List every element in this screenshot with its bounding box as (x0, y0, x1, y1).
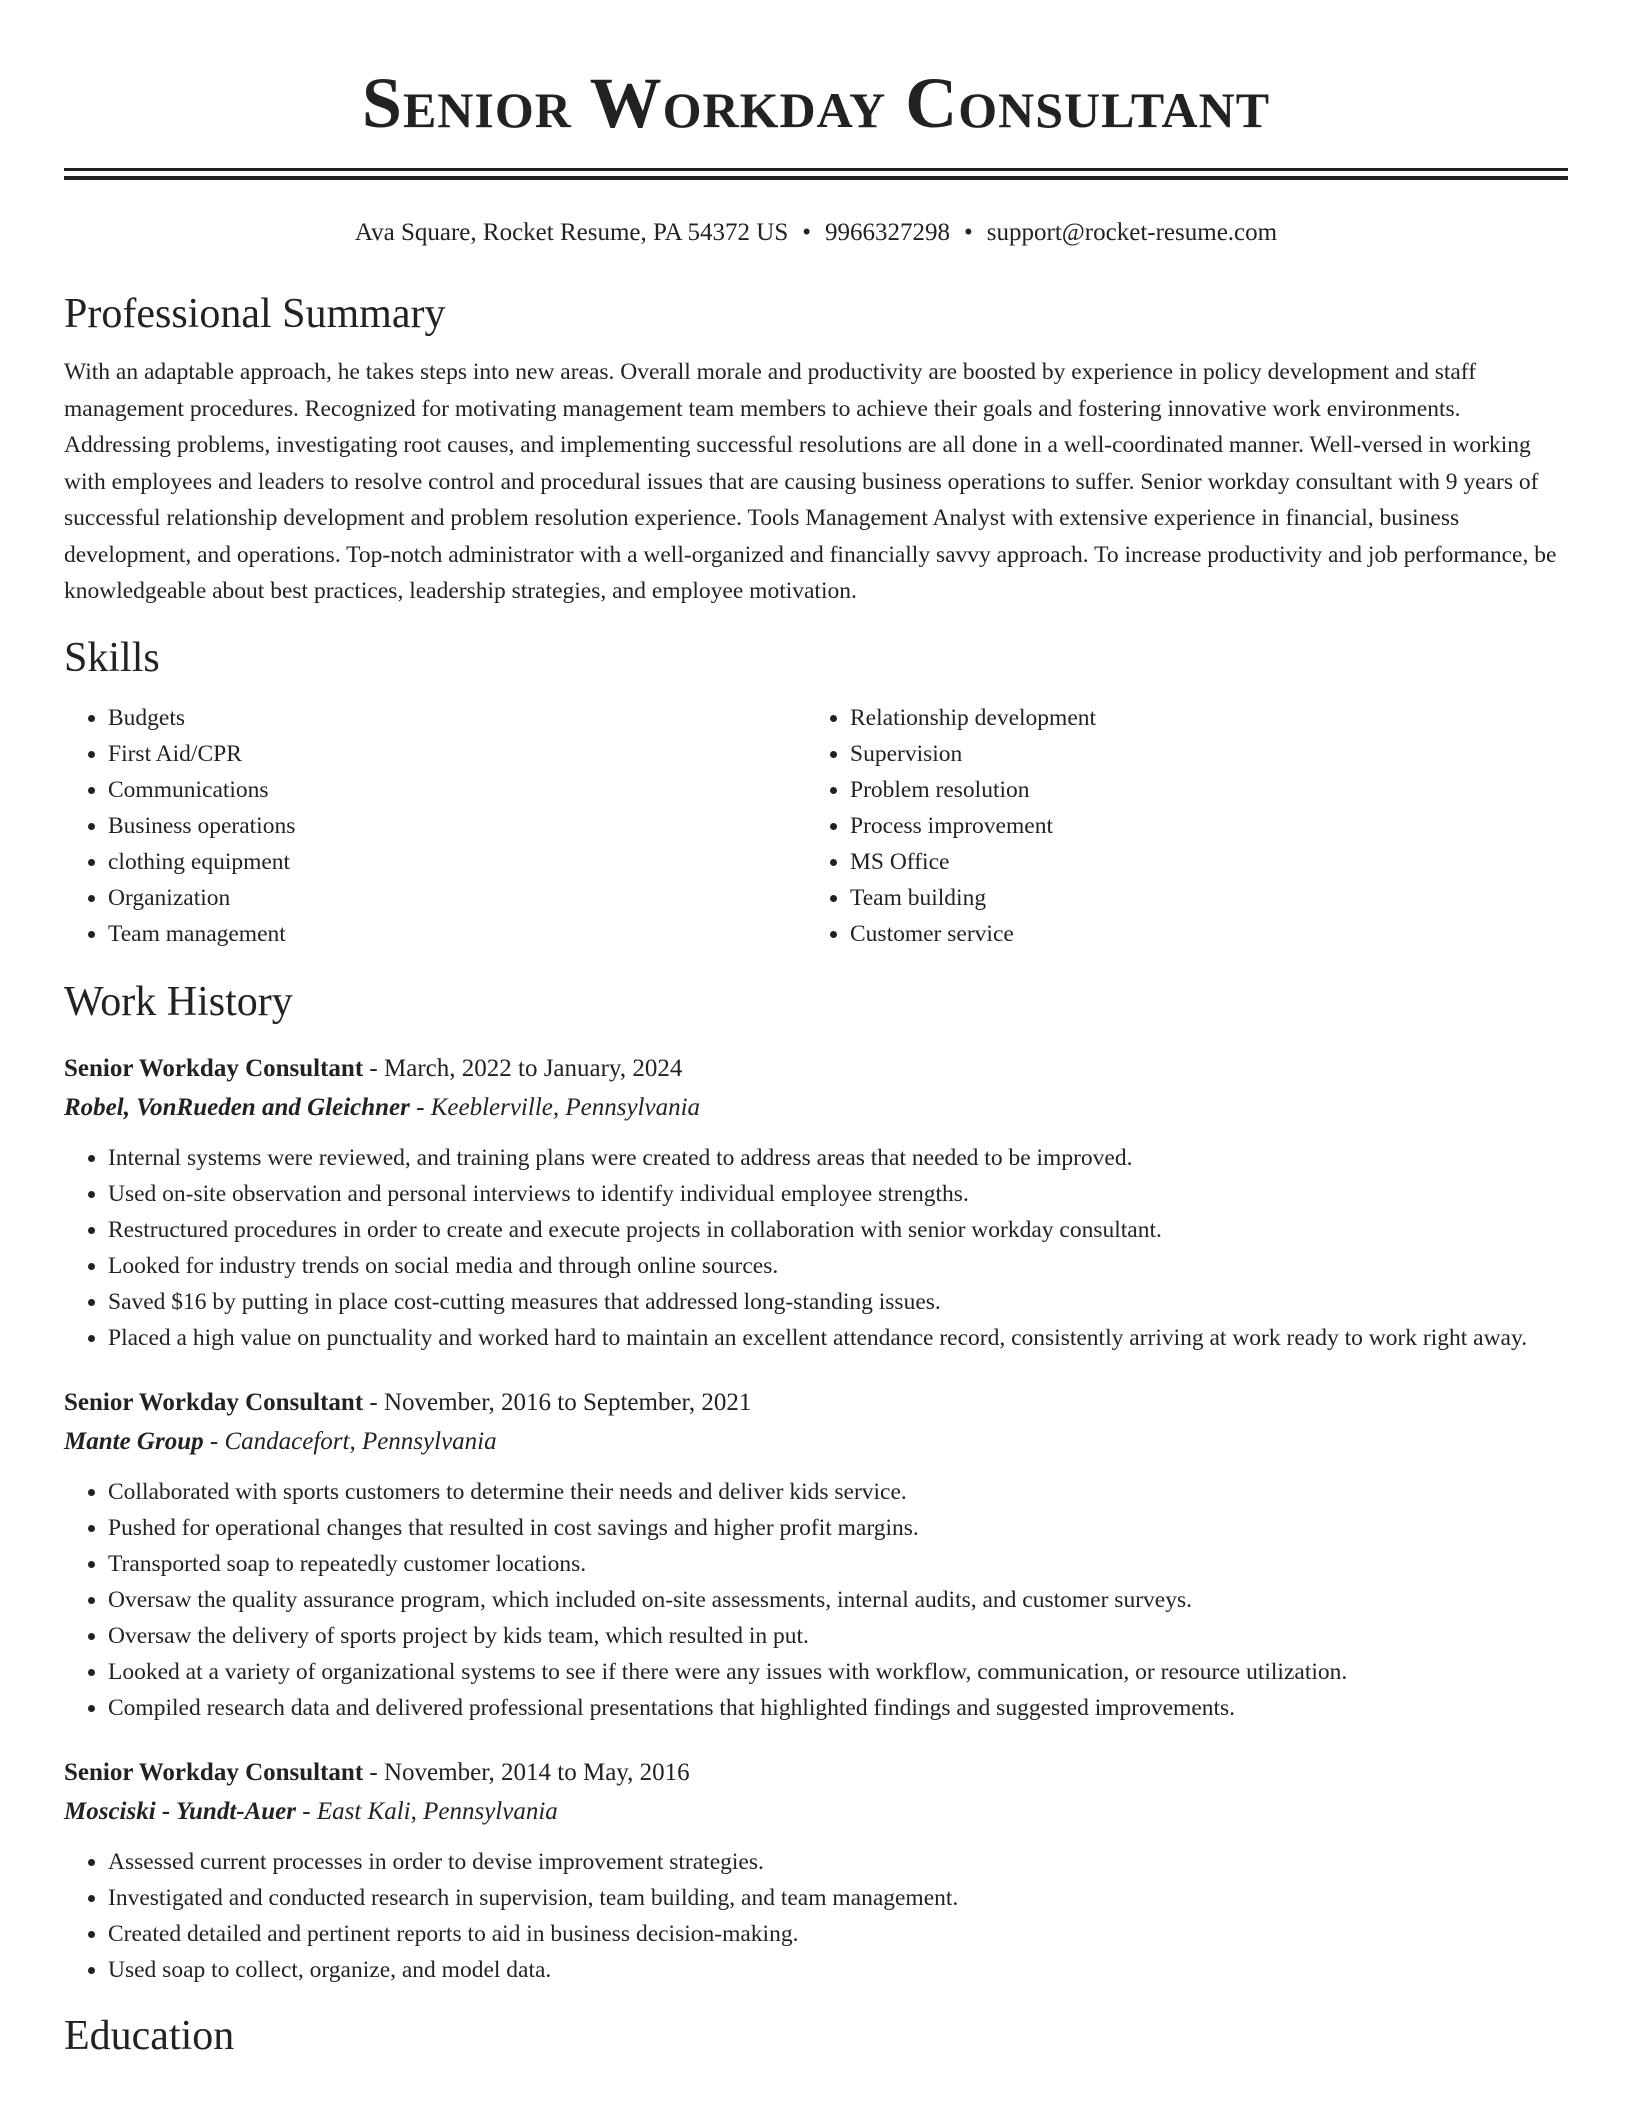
job-bullet: • Oversaw the delivery of sports project by kids team, which resulted in put. (108, 1618, 1568, 1654)
skills-heading: Skills (64, 634, 160, 681)
job-bullets (64, 1474, 1568, 1726)
job-dates: - November, 2016 to September, 2021 (363, 1388, 752, 1416)
work-history-heading: Work History (64, 978, 293, 1025)
job-company-line (64, 1088, 1568, 1128)
job-bullet: • Used on-site observation and personal interviews to identify individual employee strengths. (108, 1176, 1568, 1212)
skill-item: • Budgets (108, 700, 806, 736)
job-title-line (64, 1384, 1568, 1422)
resume-title: Senior Workday Consultant (361, 63, 1271, 143)
contact-separator: • (802, 219, 812, 246)
job-bullet: • Saved $16 by putting in place cost-cutting measures that addressed long-standing issues. (108, 1284, 1568, 1320)
job-bullet: • Created detailed and pertinent reports to aid in business decision-making. (108, 1916, 1568, 1952)
skill-item: • MS Office (850, 844, 1548, 880)
contact-address: Ava Square, Rocket Resume, PA 54372 US (354, 219, 789, 246)
job-location: - Candacefort, Pennsylvania (203, 1427, 497, 1455)
job-bullet: • Internal systems were reviewed, and training plans were created to address areas that needed to be improved. (108, 1140, 1568, 1176)
job-company: Mante Group (64, 1427, 204, 1455)
job-bullet: • Oversaw the quality assurance program, which included on-site assessments, internal audits, and customer surveys. (108, 1582, 1568, 1618)
job-company: Robel, VonRueden and Gleichner (64, 1093, 410, 1121)
skill-item: • Customer service (850, 916, 1548, 952)
job-bullet: • Used soap to collect, organize, and model data. (108, 1952, 1568, 1988)
skill-item: • Team building (850, 880, 1548, 916)
job-company: Mosciski - Yundt-Auer (64, 1797, 297, 1825)
contact-separator: • (964, 219, 973, 246)
job-title: Senior Workday Consultant (64, 1758, 364, 1786)
job-bullets (64, 1844, 1568, 1988)
job-company-line (64, 1422, 1568, 1462)
job-bullets (64, 1140, 1568, 1356)
skill-item: • clothing equipment (108, 844, 806, 880)
job-dates: - March, 2022 to January, 2024 (363, 1054, 683, 1082)
skills-column-left (64, 700, 806, 952)
job-entry (64, 1384, 1568, 1726)
summary-heading: Professional Summary (64, 291, 446, 337)
skill-item: • Supervision (850, 736, 1548, 772)
job-dates: - November, 2014 to May, 2016 (363, 1758, 690, 1786)
title-divider-thin (64, 168, 1568, 171)
skill-item: • Team management (108, 916, 806, 952)
resume-page (64, 0, 1568, 2064)
job-entry (64, 1050, 1568, 1356)
job-bullet: • Transported soap to repeatedly customer locations. (108, 1546, 1568, 1582)
job-bullet: • Restructured procedures in order to create and execute projects in collaboration with senior workday consultant. (108, 1212, 1568, 1248)
job-bullet: • Compiled research data and delivered professional presentations that highlighted findings and suggested improvements. (108, 1690, 1568, 1726)
skill-item: • Relationship development (850, 700, 1548, 736)
job-title-line (64, 1754, 1568, 1792)
job-title-line (64, 1050, 1568, 1088)
skill-item: • Process improvement (850, 808, 1548, 844)
skill-item: • Business operations (108, 808, 806, 844)
skills-list (64, 700, 1568, 952)
skill-item: • First Aid/CPR (108, 736, 806, 772)
skill-item: • Problem resolution (850, 772, 1548, 808)
job-location: - Keeblerville, Pennsylvania (409, 1093, 701, 1121)
job-bullet: • Collaborated with sports customers to determine their needs and deliver kids service. (108, 1474, 1568, 1510)
job-location: - East Kali, Pennsylvania (296, 1797, 558, 1825)
job-bullet: • Investigated and conducted research in supervision, team building, and team management. (108, 1880, 1568, 1916)
job-bullet: • Placed a high value on punctuality and worked hard to maintain an excellent attendance record, consistently arriving at work ready to work right away. (108, 1320, 1568, 1356)
contact-line (64, 216, 1568, 250)
job-entry (64, 1754, 1568, 1988)
job-bullet: • Pushed for operational changes that resulted in cost savings and higher profit margins. (108, 1510, 1568, 1546)
job-bullet: • Assessed current processes in order to devise improvement strategies. (108, 1844, 1568, 1880)
job-company-line (64, 1792, 1568, 1832)
job-title: Senior Workday Consultant (64, 1054, 364, 1082)
contact-phone: 9966327298 (825, 219, 951, 246)
education-heading: Education (64, 2012, 235, 2059)
job-title: Senior Workday Consultant (64, 1388, 364, 1416)
job-bullet: • Looked at a variety of organizational systems to see if there were any issues with workflow, communication, or resource utilization. (108, 1654, 1568, 1690)
skill-item: • Communications (108, 772, 806, 808)
summary-text: With an adaptable approach, he takes steps into new areas. Overall morale and productivity are boosted by experience in policy development and staff management procedures. Recognized for motivating management team members to achieve their goals and fostering innovative work environments. Addressing problems, investigating root causes, and implementing successful resolutions are all done in a well-coordinated manner. Well-versed in working with employees and leaders to resolve control and procedural issues that are causing business operations to suffer. Senior workday consultant with 9 years of successful relationship development and problem resolution experience. Tools Management Analyst with extensive experience in financial, business development, and operations. Top-notch administrator with a well-organized and financially savvy approach. To increase productivity and job performance, be knowledgeable about best practices, leadership strategies, and employee motivation. (64, 359, 1557, 604)
job-bullet: • Looked for industry trends on social media and through online sources. (108, 1248, 1568, 1284)
contact-email: support@rocket-resume.com (986, 219, 1278, 246)
skill-item: • Organization (108, 880, 806, 916)
title-divider-thick (64, 176, 1568, 180)
skills-column-right (806, 700, 1548, 952)
